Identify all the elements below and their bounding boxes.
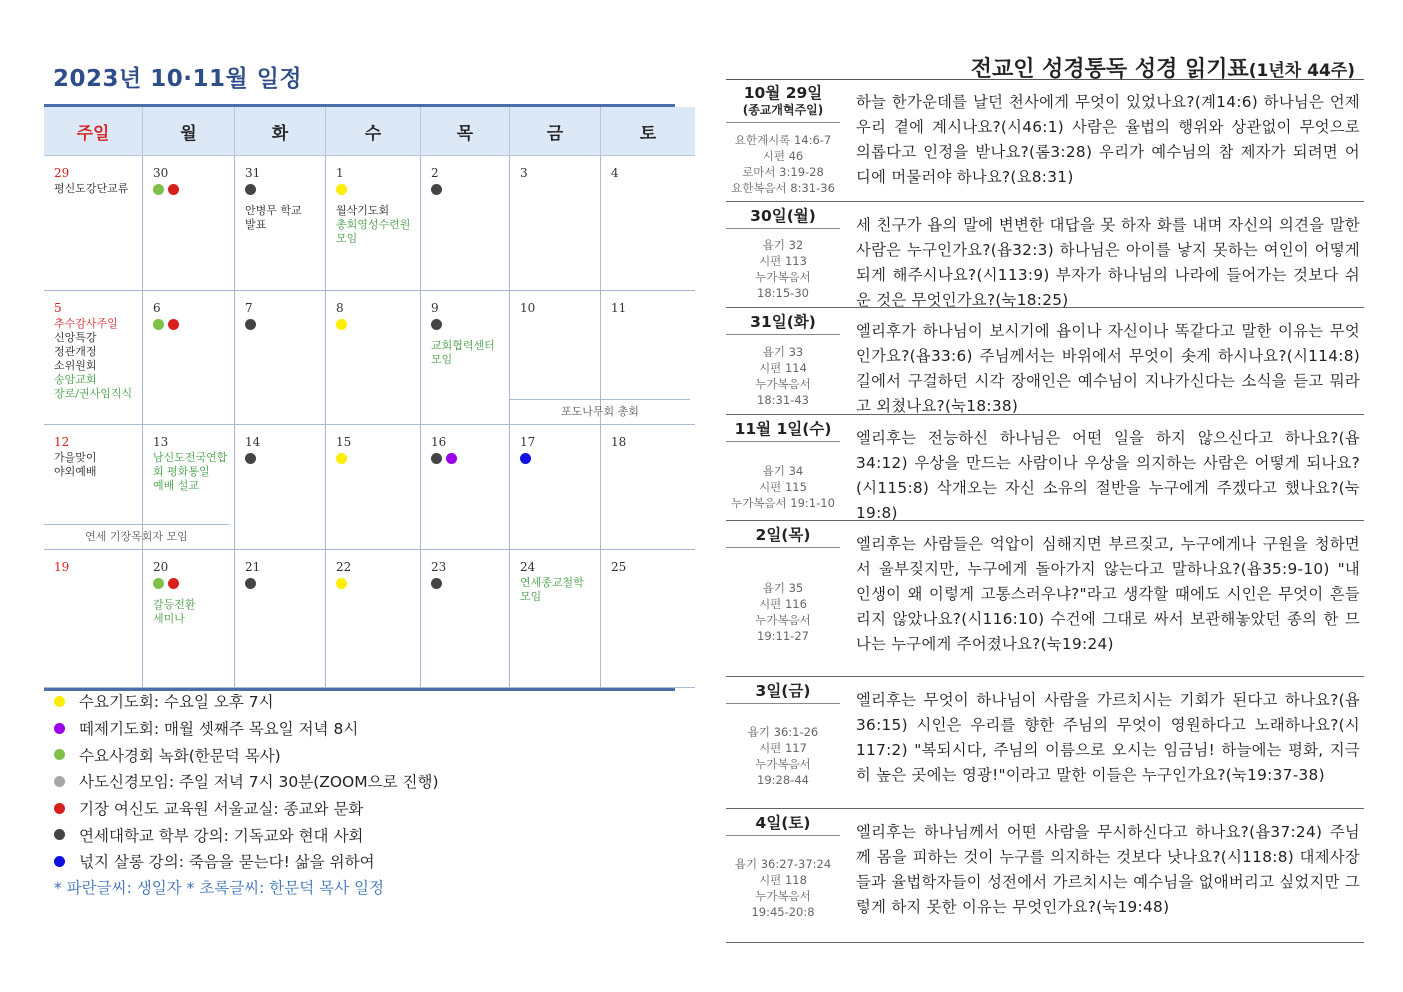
reading-day-label: 10월 29일 [743, 84, 823, 102]
scripture-references: 욥기 36:27-37:24 시편 118 누가복음서 19:45-20:8 [734, 857, 832, 919]
day-number: 2 [431, 166, 439, 180]
green-event-dot [153, 578, 164, 589]
reading-day-subtitle: (종교개혁주일) [742, 103, 824, 117]
calendar-day-cell [601, 291, 696, 425]
day-number: 1 [336, 166, 344, 180]
day-number: 29 [54, 166, 70, 180]
day-number: 6 [153, 301, 161, 315]
calendar-week-row [44, 156, 695, 291]
reading-questions: 엘리후가 하나님이 보시기에 욥이나 자신이나 똑같다고 말한 이유는 무엇인가요?(욥33:6) 주님께서는 바위에서 무엇이 솟게 하시나요?(시114:8) 길에서 구걸하던 시각 장애인은 예수님이 지나가신다는 소식을 듣고 뭐라고 외쳤나요?(눅18:38) [856, 322, 1360, 415]
calendar-day-cell [326, 425, 421, 550]
blue-event-dot [520, 453, 531, 464]
yellow-event-dot [336, 453, 347, 464]
reading-questions: 하늘 한가운데를 날던 천사에게 무엇이 있었나요?(계14:6) 하나님은 언제 우리 곁에 계시나요?(시46:1) 사람은 율법의 행위와 상관없이 무엇으로 의롭다고 인정을 받나요?(롬3:28) 우리가 예수님의 참 제자가 되려면 어디에 머물러야 하나요?(요8:31) [856, 93, 1360, 186]
weekday-sun: 주일 [44, 107, 143, 156]
day-number: 25 [611, 560, 627, 574]
day-number: 5 [54, 301, 62, 315]
event-dots [431, 319, 442, 330]
event-band: 포도나무회 총회 [510, 399, 690, 424]
calendar-day-cell [421, 550, 510, 688]
reading-questions: 세 친구가 욥의 말에 변변한 대답을 못 하자 화를 내며 자신의 의견을 말한 사람은 누구인가요?(욥32:3) 하나님은 아이를 낳지 못하는 여인이 어떻게 되게 해주시나요?(시113:9) 부자가 하나님의 나라에 들어가는 것보다 쉬운 것은 무엇인가요?(눅18:25) [856, 216, 1360, 309]
event-dots [245, 319, 256, 330]
event-dots [336, 319, 347, 330]
green-legend-dot [54, 749, 65, 760]
reading-day [726, 683, 840, 704]
event-dots [431, 578, 442, 589]
day-number: 7 [245, 301, 253, 315]
red-event-dot [168, 184, 179, 195]
day-number: 8 [336, 301, 344, 315]
scripture-references: 욥기 35 시편 116 누가복음서 19:11-27 [755, 581, 811, 643]
legend-note: * 파란글씨: 생일자 * 초록글씨: 한문덕 목사 일정 [54, 878, 384, 897]
calendar-day-cell [601, 425, 696, 550]
reading-questions: 엘리후는 하나님께서 어떤 사람을 무시하신다고 하나요?(욥37:24) 주님께 몸을 피하는 것이 누구를 의지하는 것보다 낫나요?(시118:8) 대제사장들과 율법학자들이 성전에서 가르치시는 예수님을 없애버리고 싶었지만 그렇게 하지 못한 이유는 무엇인가요?(눅19:48) [856, 823, 1360, 916]
day-note: 평신도강단교류 [54, 182, 129, 195]
legend-item [54, 795, 439, 822]
calendar-day-cell [44, 291, 143, 425]
dark-event-dot [245, 453, 256, 464]
day-note: 연세종교철학 모임 [520, 576, 584, 603]
calendar-week-row [44, 550, 695, 688]
day-number: 22 [336, 560, 352, 574]
day-number: 13 [153, 435, 169, 449]
yellow-event-dot [336, 184, 347, 195]
calendar-day-cell [421, 156, 510, 291]
yellow-event-dot [336, 319, 347, 330]
reading-day [726, 421, 840, 442]
event-dots [245, 184, 256, 195]
event-dots [153, 578, 179, 589]
calendar-day-cell [235, 291, 326, 425]
purple-legend-dot [54, 723, 65, 734]
weekday-fri: 금 [510, 107, 601, 156]
legend-label: 넋지 살롱 강의: 죽음을 묻는다! 삶을 위하여 [79, 853, 375, 872]
reading-questions: 엘리후는 무엇이 하나님이 사람을 가르치시는 기회가 된다고 하나요?(욥36:15) 시인은 우리를 향한 주님의 무엇이 영원하다고 노래하나요?(시117:2) "복되시다, 주님의 이름으로 오시는 임금님! 하늘에는 평화, 지극히 높은 곳에는 영광!"이라고 말한 이들은 누구인가요?(눅19:37-38) [856, 691, 1360, 784]
day-number: 12 [54, 435, 70, 449]
reading-day [726, 527, 840, 548]
green-event-dot [153, 184, 164, 195]
calendar-day-cell [143, 291, 235, 425]
calendar-title: 2023년 10·11월 일정 [53, 66, 303, 92]
calendar-day-cell [326, 291, 421, 425]
weekday-thu: 목 [421, 107, 510, 156]
day-number: 18 [611, 435, 627, 449]
dark-event-dot [431, 578, 442, 589]
day-note: 남신도전국연합 회 평화통일 예배 설교 [153, 451, 228, 492]
reading-day [726, 208, 840, 229]
calendar-day-cell [510, 425, 601, 550]
reading-row [726, 811, 1364, 943]
day-number: 24 [520, 560, 536, 574]
scripture-references: 욥기 33 시편 114 누가복음서 18:31-43 [755, 345, 811, 407]
reading-title-suffix: (1년차 44주) [1248, 61, 1355, 81]
day-number: 17 [520, 435, 536, 449]
day-number: 19 [54, 560, 70, 574]
calendar-day-cell [510, 550, 601, 688]
reading-day-label: 3일(금) [755, 682, 811, 700]
day-number: 9 [431, 301, 439, 315]
yellow-event-dot [336, 578, 347, 589]
event-dots [336, 453, 347, 464]
day-note: 교회협력센터 모임 [431, 339, 495, 366]
weekday-mon: 월 [143, 107, 235, 156]
day-note: 갈등전환 세미나 [153, 598, 196, 625]
red-legend-dot [54, 803, 65, 814]
legend [54, 688, 439, 898]
legend-item [54, 715, 439, 742]
event-dots [520, 453, 531, 464]
calendar-day-cell [44, 550, 143, 688]
reading-day-label: 30일(월) [750, 207, 816, 225]
day-note: 송암교회 장로/권사임직식 [54, 373, 133, 400]
legend-item [54, 741, 439, 768]
calendar-week-row [44, 425, 695, 550]
event-dots [153, 319, 179, 330]
event-dots [431, 184, 442, 195]
calendar-day-cell [235, 156, 326, 291]
event-dots [431, 453, 457, 464]
day-number: 14 [245, 435, 261, 449]
calendar [44, 104, 675, 691]
calendar-week-row [44, 291, 695, 425]
reading-questions: 엘리후는 전능하신 하나님은 어떤 일을 하지 않으신다고 하나요?(욥34:12) 우상을 만드는 사람이나 우상을 의지하는 사람은 어떻게 되나요?(시115:8) 삭개오는 자신 소유의 절반을 누구에게 주겠다고 했나요?(눅19:8) [856, 429, 1360, 522]
legend-label: 수요기도회: 수요일 오후 7시 [79, 693, 274, 712]
day-note: 신앙특강 정관개정 소위원회 [54, 331, 97, 372]
dark-event-dot [245, 319, 256, 330]
weekday-header-row [44, 107, 695, 156]
legend-label: 기장 여신도 교육원 서울교실: 종교와 문화 [79, 800, 364, 819]
calendar-day-cell [235, 425, 326, 550]
event-dots [245, 578, 256, 589]
day-number: 16 [431, 435, 447, 449]
calendar-day-cell [235, 550, 326, 688]
reading-day-label: 31일(화) [750, 313, 816, 331]
scripture-references: 욥기 32 시편 113 누가복음서 18:15-30 [755, 238, 811, 300]
legend-label: 떼제기도회: 매월 셋째주 목요일 저녁 8시 [79, 720, 359, 739]
legend-item [54, 848, 439, 875]
day-number: 23 [431, 560, 447, 574]
day-note: 안병무 학교 발표 [245, 204, 302, 231]
calendar-day-cell [421, 291, 510, 425]
reading-top-rule [726, 79, 1364, 80]
reading-day-label: 4일(토) [755, 814, 811, 832]
event-dots [245, 453, 256, 464]
scripture-references: 욥기 34 시편 115 누가복음서 19:1-10 [731, 464, 835, 510]
red-event-dot [168, 319, 179, 330]
calendar-day-cell [143, 425, 235, 550]
calendar-day-cell [326, 550, 421, 688]
gray-legend-dot [54, 776, 65, 787]
dark-event-dot [431, 453, 442, 464]
calendar-day-cell [601, 550, 696, 688]
day-number: 4 [611, 166, 619, 180]
purple-event-dot [446, 453, 457, 464]
weekday-sat: 토 [601, 107, 696, 156]
dark-event-dot [431, 319, 442, 330]
yellow-legend-dot [54, 696, 65, 707]
legend-label: 수요사경회 녹화(한문덕 목사) [79, 746, 281, 765]
legend-item [54, 821, 439, 848]
dark-event-dot [245, 184, 256, 195]
reading-row [726, 81, 1364, 202]
weekday-tue: 화 [235, 107, 326, 156]
day-number: 21 [245, 560, 261, 574]
dark-legend-dot [54, 829, 65, 840]
reading-day-label: 11월 1일(수) [734, 420, 832, 438]
calendar-day-cell [421, 425, 510, 550]
day-number: 3 [520, 166, 528, 180]
reading-row [726, 679, 1364, 809]
dark-event-dot [245, 578, 256, 589]
calendar-day-cell [326, 156, 421, 291]
calendar-day-cell [510, 156, 601, 291]
reading-row [726, 310, 1364, 415]
event-dots [336, 184, 347, 195]
day-note: 가을맞이 야외예배 [54, 451, 97, 478]
legend-label: 연세대학교 학부 강의: 기독교와 현대 사회 [79, 826, 364, 845]
legend-item [54, 768, 439, 795]
reading-title-main: 전교인 성경통독 성경 읽기표 [970, 57, 1249, 82]
legend-label: 사도신경모임: 주일 저녁 7시 30분(ZOOM으로 진행) [79, 773, 439, 792]
weekday-wed: 수 [326, 107, 421, 156]
calendar-day-cell [143, 550, 235, 688]
event-dots [336, 578, 347, 589]
day-number: 31 [245, 166, 261, 180]
reading-day [726, 815, 840, 836]
calendar-day-cell [44, 156, 143, 291]
reading-day-label: 2일(목) [755, 526, 811, 544]
reading-row [726, 417, 1364, 521]
calendar-grid [44, 107, 695, 688]
day-number: 30 [153, 166, 169, 180]
event-dots [153, 184, 179, 195]
day-number: 11 [611, 301, 627, 315]
blue-legend-dot [54, 856, 65, 867]
day-note: 총회영성수련원 모임 [336, 218, 411, 245]
dark-event-dot [431, 184, 442, 195]
day-number: 15 [336, 435, 352, 449]
calendar-day-cell [143, 156, 235, 291]
reading-day [726, 85, 840, 123]
calendar-day-cell [601, 156, 696, 291]
day-number: 20 [153, 560, 169, 574]
day-note: 추수감사주일 [54, 317, 118, 330]
event-band: 연세 기장목회자 모임 [44, 524, 229, 549]
scripture-references: 요한계시록 14:6-7 시편 46 로마서 3:19-28 요한복음서 8:31-36 [731, 133, 835, 195]
reading-questions: 엘리후는 사람들은 억압이 심해지면 부르짖고, 누구에게나 구원을 청하면서 울부짖지만, 누구에게 돌아가지 않는다고 말하나요?(욥35:9-10) "내 인생이 왜 이렇게 고통스러우냐?"라고 생각할 때에도 시인은 무엇이 흔들리지 않았나요?(시116:10) 수건에 그대로 싸서 보관해놓았던 종의 한 므나는 누구에게 주어졌나요?(눅19:24) [856, 535, 1360, 653]
legend-item [54, 688, 439, 715]
day-number: 10 [520, 301, 536, 315]
reading-row [726, 204, 1364, 308]
green-event-dot [153, 319, 164, 330]
day-note: 월삭기도회 [336, 204, 390, 217]
reading-day [726, 314, 840, 335]
scripture-references: 욥기 36:1-26 시편 117 누가복음서 19:28-44 [747, 725, 819, 787]
red-event-dot [168, 578, 179, 589]
reading-row [726, 523, 1364, 677]
